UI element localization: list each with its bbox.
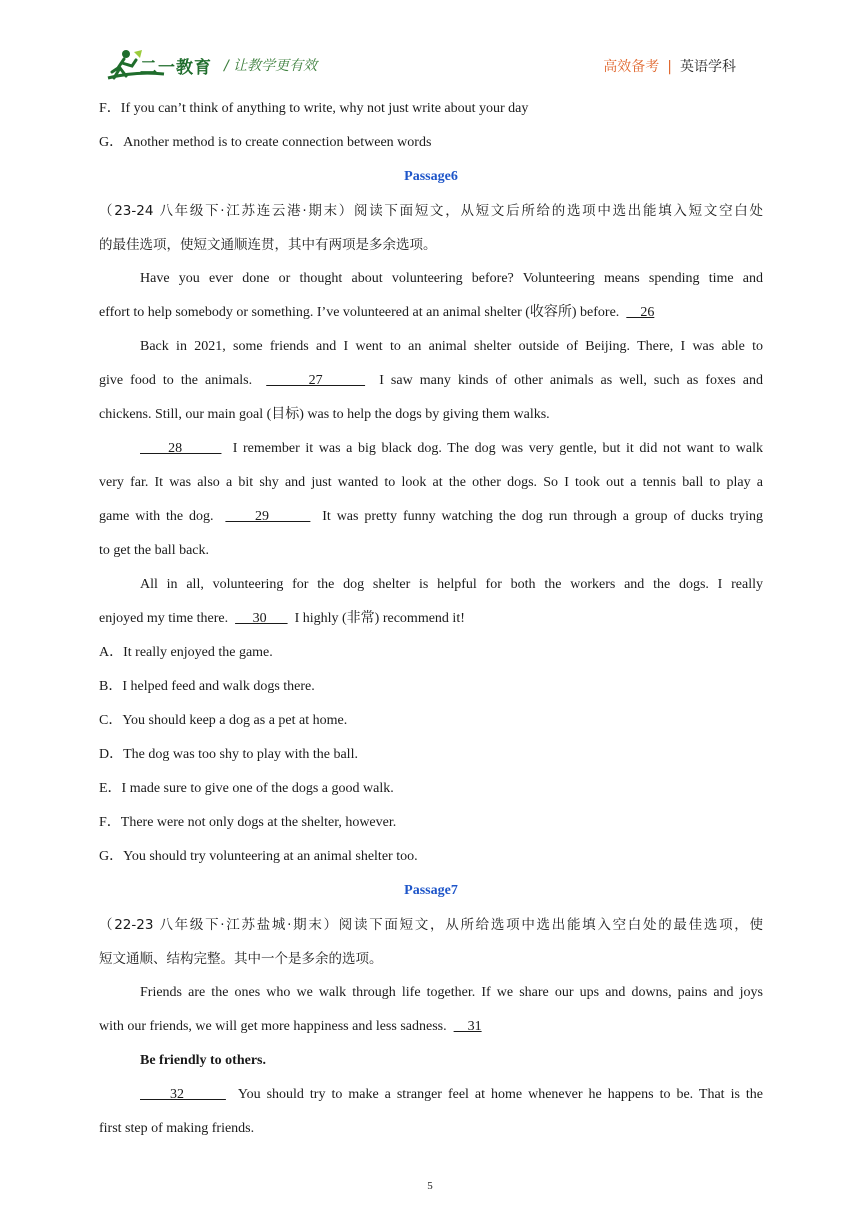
blank-31: 31 [453, 1019, 482, 1034]
blank-29: 29 [225, 509, 311, 524]
p6-option-g: G．You should try volunteering at an animal shelter too. [99, 849, 418, 864]
p7-para1-line2: with our friends, we will get more happiness and less sadness. 31 [99, 1019, 482, 1034]
p7-para2-line1: 32 You should try to make a stranger feel at home whenever he happens to be. That is the [140, 1087, 764, 1102]
p6-para2-line1: Back in 2021, some friends and I went to an animal shelter outside of Beijing. There, I was able to [140, 339, 763, 354]
brand-name: 二一教育 [140, 58, 212, 78]
header-tag-exam: 高效备考 [603, 59, 660, 75]
passage7-instruction-2: 短文通顺、结构完整。其中一个是多余的选项。 [99, 951, 383, 967]
blank-27: 27 [266, 373, 366, 388]
p6-para2-line3: chickens. Still, our main goal (目标) was to help the dogs by giving them walks. [99, 407, 550, 422]
p6-para4-line1: All in all, volunteering for the dog shelter is helpful for both the workers and the dogs. I really [140, 577, 763, 592]
p6-option-c: C．You should keep a dog as a pet at home. [99, 713, 348, 728]
blank-30: 30 [235, 611, 288, 626]
p6-option-d: D．The dog was too shy to play with the ball. [99, 747, 358, 762]
p6-para3-line1: 28 I remember it was a big black dog. The dog was very gentle, but it did not want to walk [140, 441, 764, 456]
passage7-title: Passage7 [404, 883, 458, 898]
header-separator: | [667, 59, 672, 75]
p6-para3-line3: game with the dog. 29 It was pretty funny watching the dog run through a group of ducks trying [99, 509, 764, 524]
passage6-instruction-1: （23-24 八年级下·江苏连云港·期末）阅读下面短文，从短文后所给的选项中选出能填入短文空白处 [99, 203, 763, 219]
p7-heading-friendly: Be friendly to others. [140, 1053, 266, 1068]
header-tags [603, 56, 736, 76]
blank-26: 26 [626, 305, 655, 320]
p7-para1-line1: Friends are the ones who we walk through life together. If we share our ups and downs, pains and joys [140, 985, 763, 1000]
passage7-instruction-1: （22-23 八年级下·江苏盐城·期末）阅读下面短文，从所给选项中选出能填入空白处的最佳选项，使 [99, 917, 763, 933]
p6-para2-line2: give food to the animals. 27 I saw many kinds of other animals as well, such as foxes and [99, 373, 764, 388]
option-g-prev: G．Another method is to create connection between words [99, 135, 432, 150]
p6-para1-line1: Have you ever done or thought about volunteering before? Volunteering means spending time and [140, 271, 763, 286]
p7-para2-line2: first step of making friends. [99, 1121, 255, 1136]
p6-option-b: B．I helped feed and walk dogs there. [99, 679, 315, 694]
p6-option-f: F．There were not only dogs at the shelter, however. [99, 815, 397, 830]
page-header [0, 0, 860, 90]
page-number: 5 [427, 1180, 433, 1192]
document-body [99, 92, 763, 1146]
blank-28: 28 [140, 441, 222, 456]
p6-option-a: A．It really enjoyed the game. [99, 645, 273, 660]
p6-para1-line2: effort to help somebody or something. I’ve volunteered at an animal shelter (收容所) before. 26 [99, 305, 655, 320]
passage6-instruction-2: 的最佳选项，使短文通顺连贯，其中有两项是多余选项。 [99, 237, 437, 253]
p6-para4-line2: enjoyed my time there. 30 I highly (非常) recommend it! [99, 611, 465, 626]
passage6-title: Passage6 [404, 169, 458, 184]
p6-para3-line2: very far. It was also a bit shy and just wanted to look at the other dogs. So I took out a tennis ball to play a [99, 475, 763, 490]
p6-option-e: E．I made sure to give one of the dogs a good walk. [99, 781, 394, 796]
option-f-prev: F．If you can’t think of anything to write, why not just write about your day [99, 101, 529, 116]
blank-32: 32 [140, 1087, 226, 1102]
brand-slogan: / 让教学更有效 [224, 58, 318, 74]
p6-para3-line4: to get the ball back. [99, 543, 210, 558]
header-tag-subject: 英语学科 [680, 59, 736, 75]
